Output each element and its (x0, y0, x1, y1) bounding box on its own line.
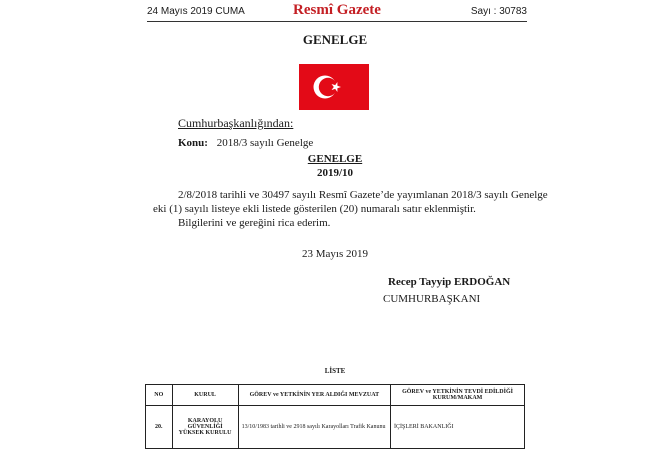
cell-kurum: İÇİŞLERİ BAKANLIĞI (391, 406, 525, 449)
table-header-row (146, 385, 525, 406)
header-date: 24 Mayıs 2019 CUMA (147, 6, 245, 17)
turkish-flag-icon (299, 64, 369, 110)
column-header-no: NO (146, 385, 173, 406)
subject-line (178, 137, 313, 149)
column-header-kurul: KURUL (172, 385, 238, 406)
body-paragraph-1-line-1: 2/8/2018 tarihli ve 30497 sayılı Resmî Gazete’de yayımlanan 2018/3 sayılı Genelge (178, 189, 548, 201)
signer-title: CUMHURBAŞKANI (383, 293, 481, 305)
cell-kurul: KARAYOLU GÜVENLİĞİ YÜKSEK KURULU (172, 406, 238, 449)
list-table (145, 384, 525, 449)
subject-label: Konu: (178, 137, 208, 149)
page-title: GENELGE (302, 32, 368, 47)
column-header-kurum: GÖREV ve YETKİNİN TEVDİ EDİLDİĞİ KURUM/MAKAM (391, 385, 525, 406)
cell-no: 20. (146, 406, 173, 449)
list-title: LİSTE (324, 367, 346, 375)
header-issue: Sayı : 30783 (470, 6, 527, 17)
gazette-header (147, 0, 527, 22)
cell-mevzuat: 13/10/1983 tarihli ve 2918 sayılı Karayolları Trafik Kanunu (238, 406, 390, 449)
column-header-mevzuat: GÖREV ve YETKİNİN YER ALDIĞI MEVZUAT (238, 385, 390, 406)
table-row (146, 406, 525, 449)
issuer-line: Cumhurbaşkanlığından: (178, 116, 294, 130)
header-title: Resmî Gazete (293, 2, 381, 18)
circular-title: GENELGE (307, 153, 363, 165)
body-paragraph-1-line-2: eki (1) sayılı listeye ekli listede gösterilen (20) numaralı satır eklenmiştir. (153, 203, 476, 215)
subject-value: 2018/3 sayılı Genelge (216, 137, 314, 149)
signer-name: Recep Tayyip ERDOĞAN (388, 276, 511, 288)
circular-number: 2019/10 (316, 167, 354, 179)
header-divider (147, 21, 527, 22)
body-paragraph-2: Bilgilerini ve gereğini rica ederim. (178, 217, 331, 229)
document-date: 23 Mayıs 2019 (302, 248, 368, 260)
